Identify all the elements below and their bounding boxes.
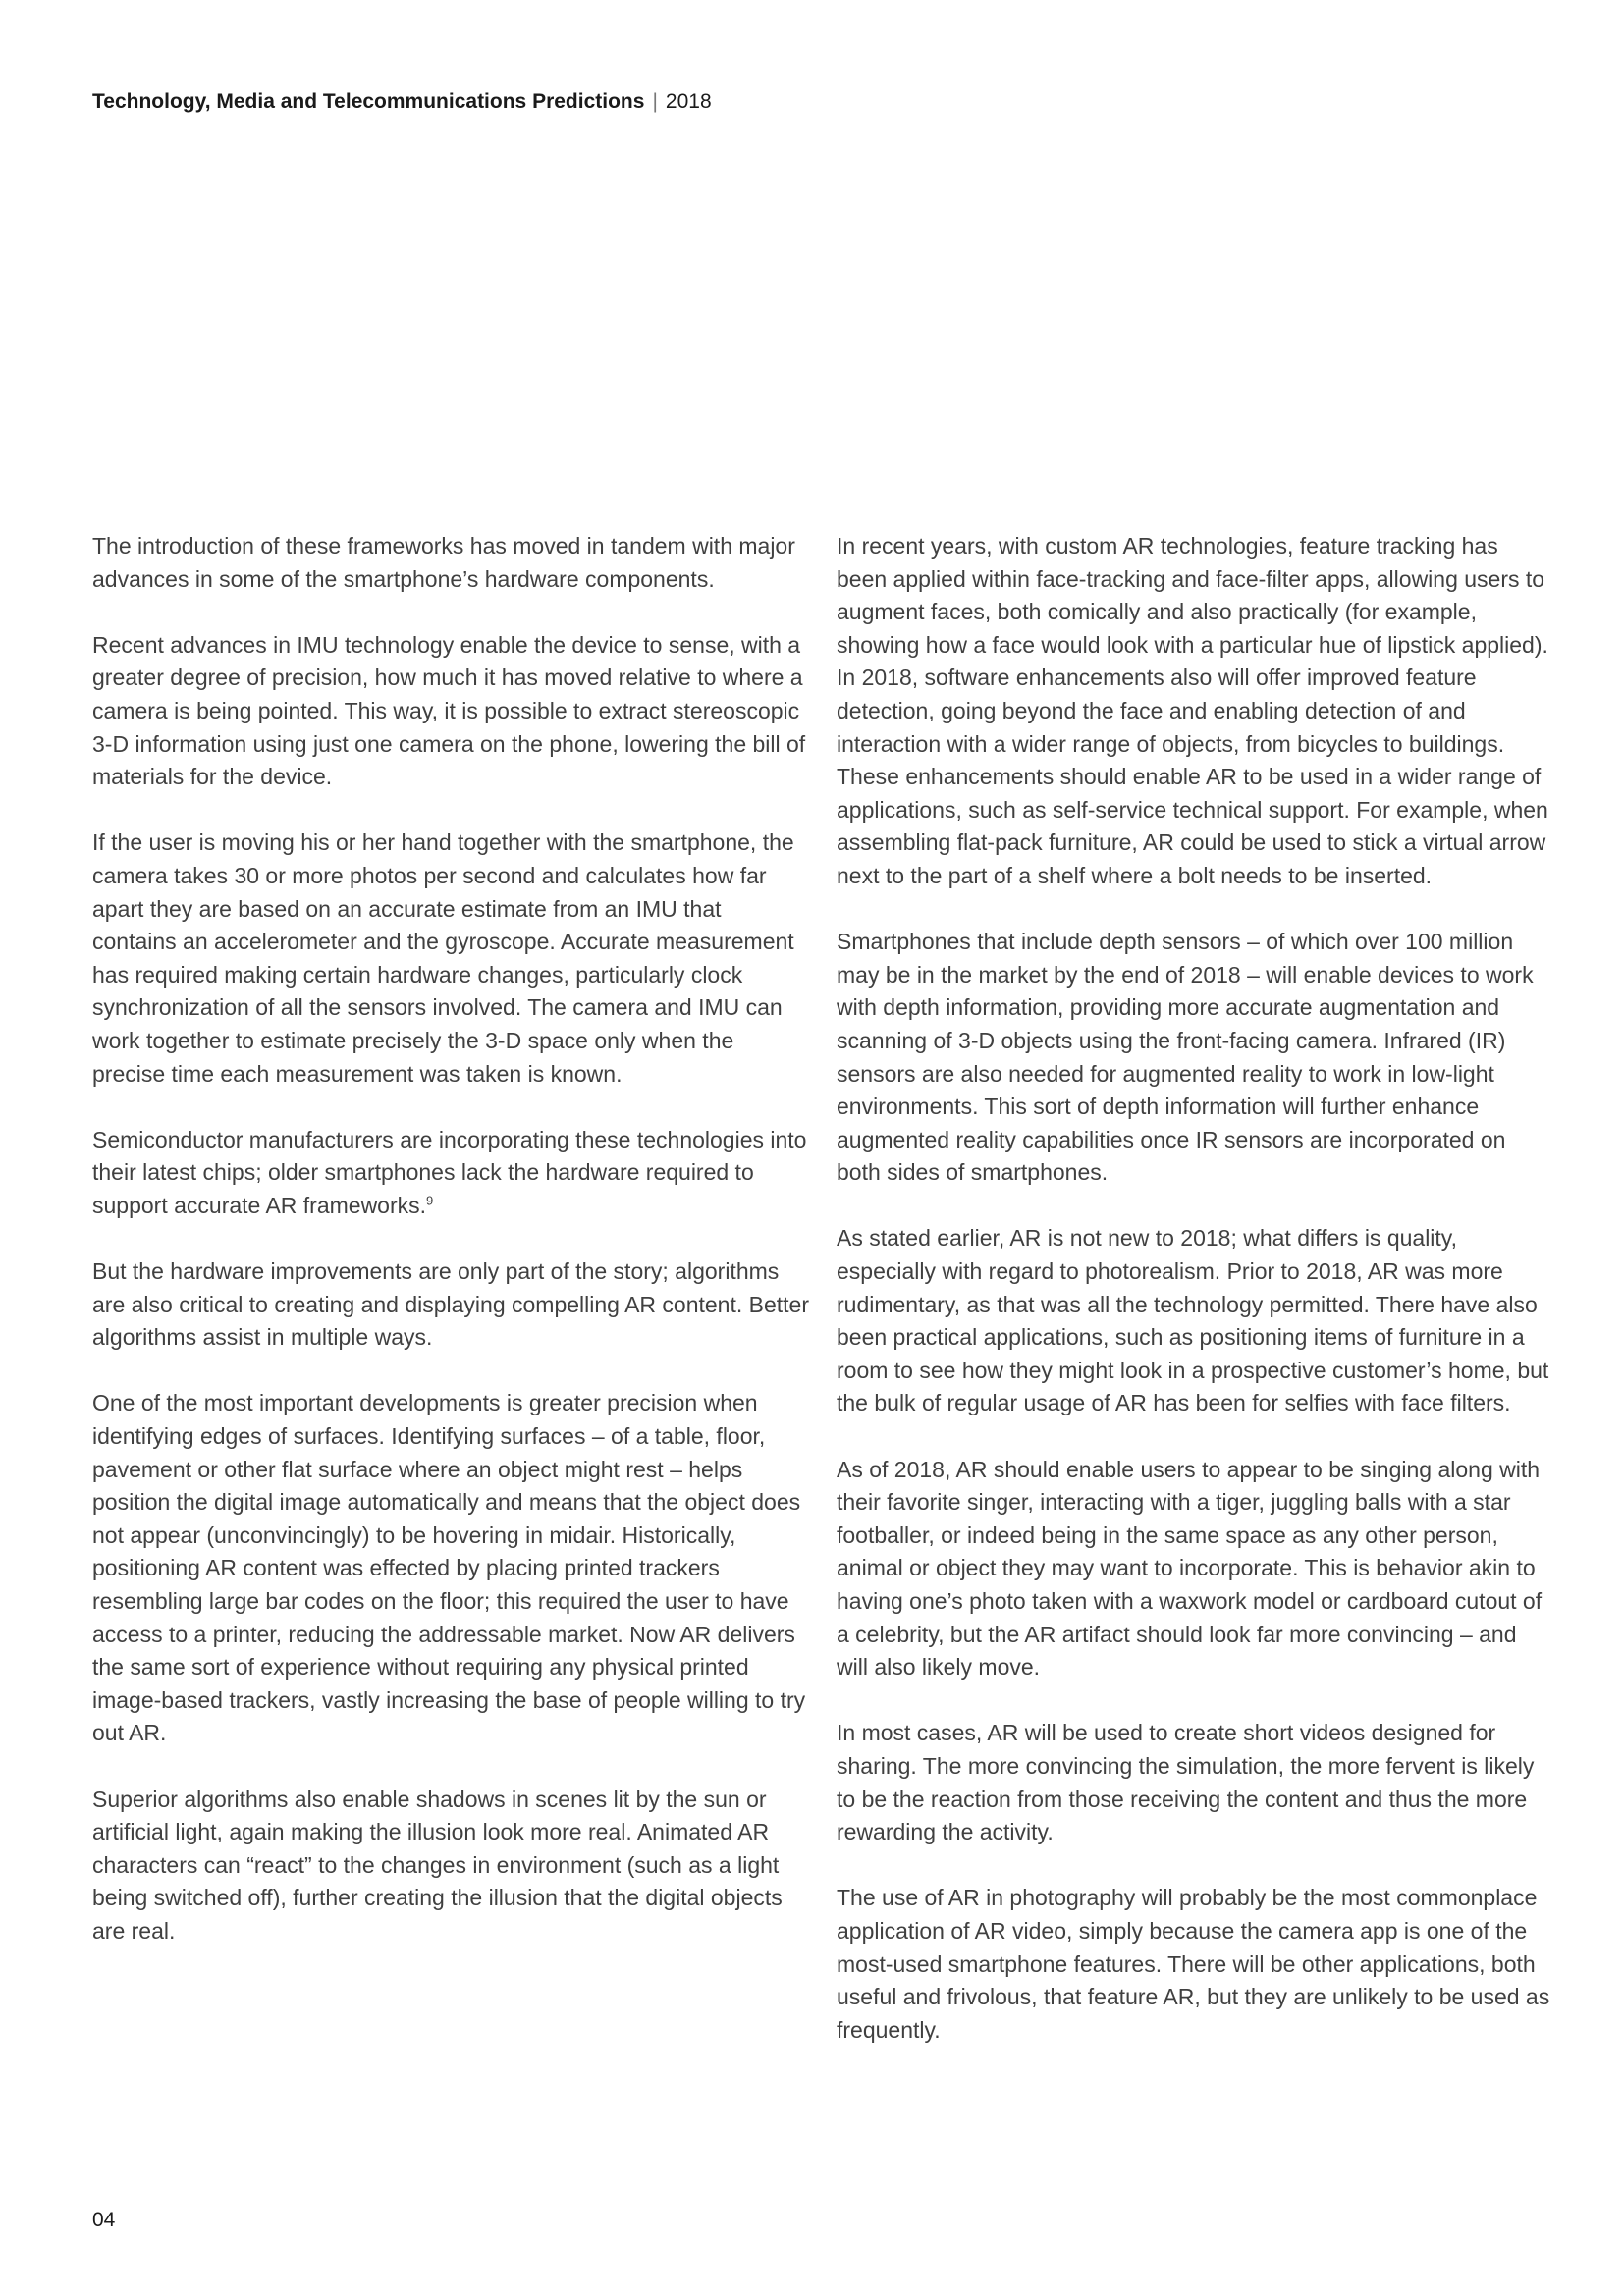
paragraph-text: Semiconductor manufacturers are incorporating these technologies into their latest chips; older smartphones lack the hardware required to support accurate AR frameworks.: [92, 1126, 807, 1218]
publication-year: 2018: [665, 90, 712, 113]
page-number: 04: [92, 2209, 116, 2231]
paragraph: The introduction of these frameworks has moved in tandem with major advances in some of the smartphone’s hardware components.: [92, 533, 795, 592]
running-header: [92, 88, 712, 116]
paragraph: If the user is moving his or her hand together with the smartphone, the camera takes 30 or more photos per second and calculates how far apart they are based on an accurate estimate from an IMU that contains an accelerometer and the gyroscope. Accurate measurement has required making certain hardware changes, particularly clock synchronization of all the sensors involved. The camera and IMU can work together to estimate precisely the 3-D space only when the precise time each measurement was taken is known.: [92, 829, 794, 1087]
publication-title: Technology, Media and Telecommunications Predictions: [92, 90, 645, 113]
paragraph: Smartphones that include depth sensors – of which over 100 million may be in the market by the end of 2018 – will enable devices to work with depth information, providing more accurate augmentation and scanning of 3-D objects using the front-facing camera. Infrared (IR) sensors are also needed for augmented reality to work in low-light environments. This sort of depth information will further enhance augmented reality capabilities once IR sensors are incorporated on both sides of smartphones.: [837, 929, 1534, 1186]
paragraph: As of 2018, AR should enable users to appear to be singing along with their favorite singer, interacting with a tiger, juggling balls with a star footballer, or indeed being in the same space as any other person, animal or object they may want to incorporate. This is behavior akin to having one’s photo taken with a waxwork model or cardboard cutout of a celebrity, but the AR artifact should look far more convincing – and will also likely move.: [837, 1456, 1543, 1681]
header-separator: |: [652, 90, 658, 113]
right-text-column: [837, 530, 1553, 2080]
paragraph: But the hardware improvements are only part of the story; algorithms are also critical to creating and displaying compelling AR content. Better algorithms assist in multiple ways.: [92, 1258, 810, 1351]
paragraph: As stated earlier, AR is not new to 2018; what differs is quality, especially with regard to photorealism. Prior to 2018, AR was more rudimentary, as that was all the technology permitted. There have also been practical applications, such as positioning items of furniture in a room to see how they might look in a prospective customer’s home, but the bulk of regular usage of AR has been for selfies with face filters.: [837, 1225, 1549, 1416]
paragraph: Superior algorithms also enable shadows in scenes lit by the sun or artificial light, again making the illusion look more real. Animated AR characters can “react” to the changes in environment (such as a light being switched off), further creating the illusion that the digital objects are real.: [92, 1786, 783, 1944]
paragraph: The use of AR in photography will probably be the most commonplace application of AR video, simply because the camera app is one of the most-used smartphone features. There will be other applications, both useful and frivolous, that feature AR, but they are unlikely to be used as frequently.: [837, 1885, 1550, 2043]
paragraph-with-footnote: [92, 1124, 809, 1223]
paragraph: Recent advances in IMU technology enable the device to sense, with a greater degree of precision, how much it has moved relative to where a camera is being pointed. This way, it is possible to extract stereoscopic 3-D information using just one camera on the phone, lowering the bill of materials for the device.: [92, 631, 806, 790]
footnote-marker: 9: [426, 1193, 434, 1208]
left-text-column: [92, 530, 809, 1981]
paragraph: In recent years, with custom AR technologies, feature tracking has been applied within face-tracking and face-filter apps, allowing users to augment faces, both comically and also practically (for example, showing how a face would look with a particular hue of lipstick applied). In 2018, software enhancements also will offer improved feature detection, going beyond the face and enabling detection of and interaction with a wider range of objects, from bicycles to buildings. These enhancements should enable AR to be used in a wider range of applications, such as self-service technical support. For example, when assembling flat-pack furniture, AR could be used to stick a virtual arrow next to the part of a shelf where a bolt needs to be inserted.: [837, 533, 1548, 888]
paragraph: In most cases, AR will be used to create short videos designed for sharing. The more convincing the simulation, the more fervent is likely to be the reaction from those receiving the content and thus the more rewarding the activity.: [837, 1720, 1535, 1845]
paragraph: One of the most important developments is greater precision when identifying edges of surfaces. Identifying surfaces – of a table, floor, pavement or other flat surface where an object might rest – helps position the digital image automatically and means that the object does not appear (unconvincingly) to be hovering in midair. Historically, positioning AR content was effected by placing printed trackers resembling large bar codes on the floor; this required the user to have access to a printer, reducing the addressable market. Now AR delivers the same sort of experience without requiring any physical printed image-based trackers, vastly increasing the base of people willing to try out AR.: [92, 1390, 806, 1746]
